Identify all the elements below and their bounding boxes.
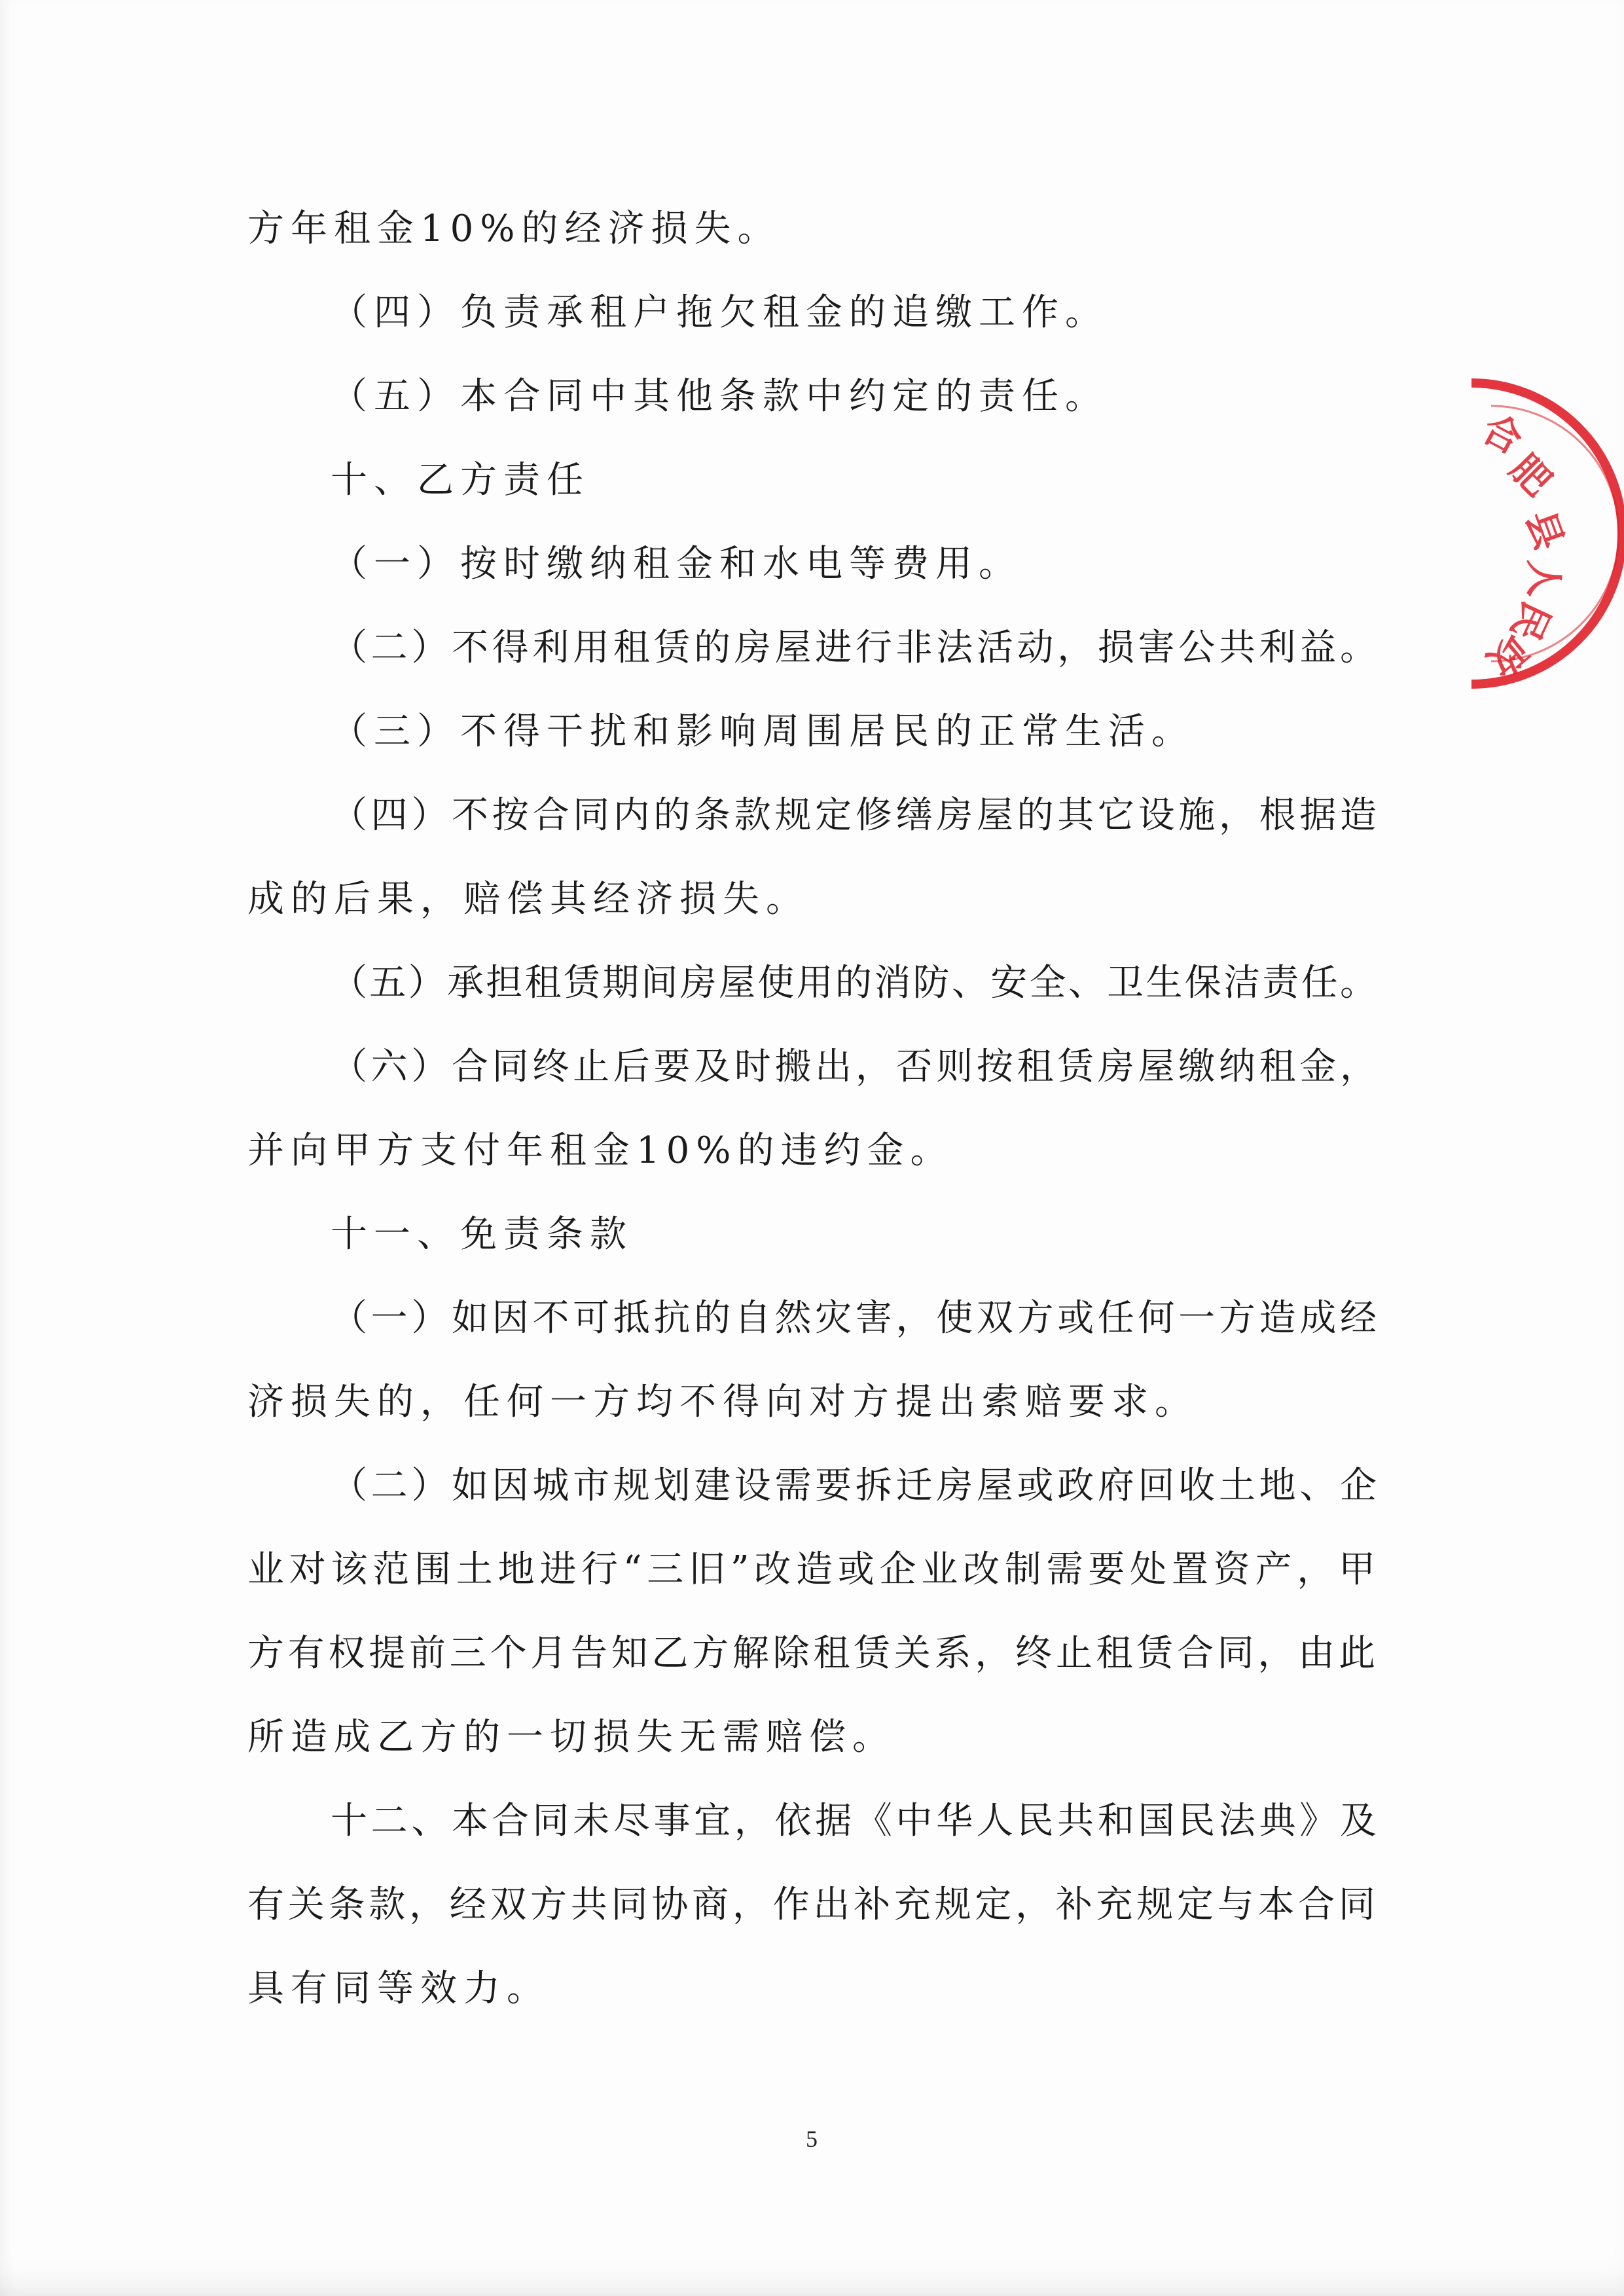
body-line: 成的后果，赔偿其经济损失。 (247, 878, 809, 920)
body-line: 方年租金10%的经济损失。 (247, 208, 781, 250)
body-line: 方有权提前三个月告知乙方解除租赁关系，终止租赁合同，由此 (247, 1632, 1377, 1675)
body-line: （三）不得干扰和影响周围居民的正常生活。 (331, 710, 1195, 753)
body-line: 所造成乙方的一切损失无需赔偿。 (247, 1716, 895, 1758)
section-heading: 十、乙方责任 (331, 459, 590, 501)
body-line: 济损失的，任何一方均不得向对方提出索赔要求。 (247, 1381, 1198, 1423)
body-line: （四）负责承租户拖欠租金的追缴工作。 (331, 291, 1108, 334)
svg-text:县: 县 (1517, 504, 1572, 556)
section-heading: 十一、免责条款 (331, 1213, 633, 1256)
body-line: （五）本合同中其他条款中约定的责任。 (331, 375, 1108, 418)
body-line: （五）承担租赁期间房屋使用的消防、安全、卫生保洁责任。 (331, 962, 1378, 1004)
body-line: 有关条款，经双方共同协商，作出补充规定，补充规定与本合同 (247, 1884, 1377, 1926)
svg-text:人: 人 (1521, 559, 1566, 598)
body-line: （一）如因不可抵抗的自然灾害，使双方或任何一方造成经 (331, 1297, 1378, 1339)
body-line: （一）按时缴纳租金和水电等费用。 (331, 543, 1022, 585)
body-line: 并向甲方支付年租金10%的违约金。 (247, 1129, 954, 1172)
body-line: （四）不按合同内的条款规定修缮房屋的其它设施，根据造 (331, 794, 1378, 837)
body-line: 业对该范围土地进行“三旧”改造或企业改制需要处置资产，甲 (247, 1548, 1377, 1591)
body-line: （二）不得利用租赁的房屋进行非法活动，损害公共利益。 (331, 627, 1378, 669)
svg-text:合: 合 (1475, 405, 1530, 464)
svg-text:政: 政 (1479, 627, 1537, 685)
svg-text:民: 民 (1502, 594, 1559, 648)
body-line: 具有同等效力。 (247, 1967, 550, 2010)
body-line: （二）如因城市规划建设需要拆迁房屋或政府回收土地、企 (331, 1465, 1378, 1507)
body-line: （六）合同终止后要及时搬出，否则按租赁房屋缴纳租金， (331, 1046, 1378, 1088)
official-seal-stamp (1465, 376, 1624, 691)
page-number: 5 (806, 2126, 818, 2152)
section-heading: 十二、本合同未尽事宜，依据《中华人民共和国民法典》及 (331, 1800, 1378, 1842)
svg-text:肥: 肥 (1502, 446, 1561, 505)
